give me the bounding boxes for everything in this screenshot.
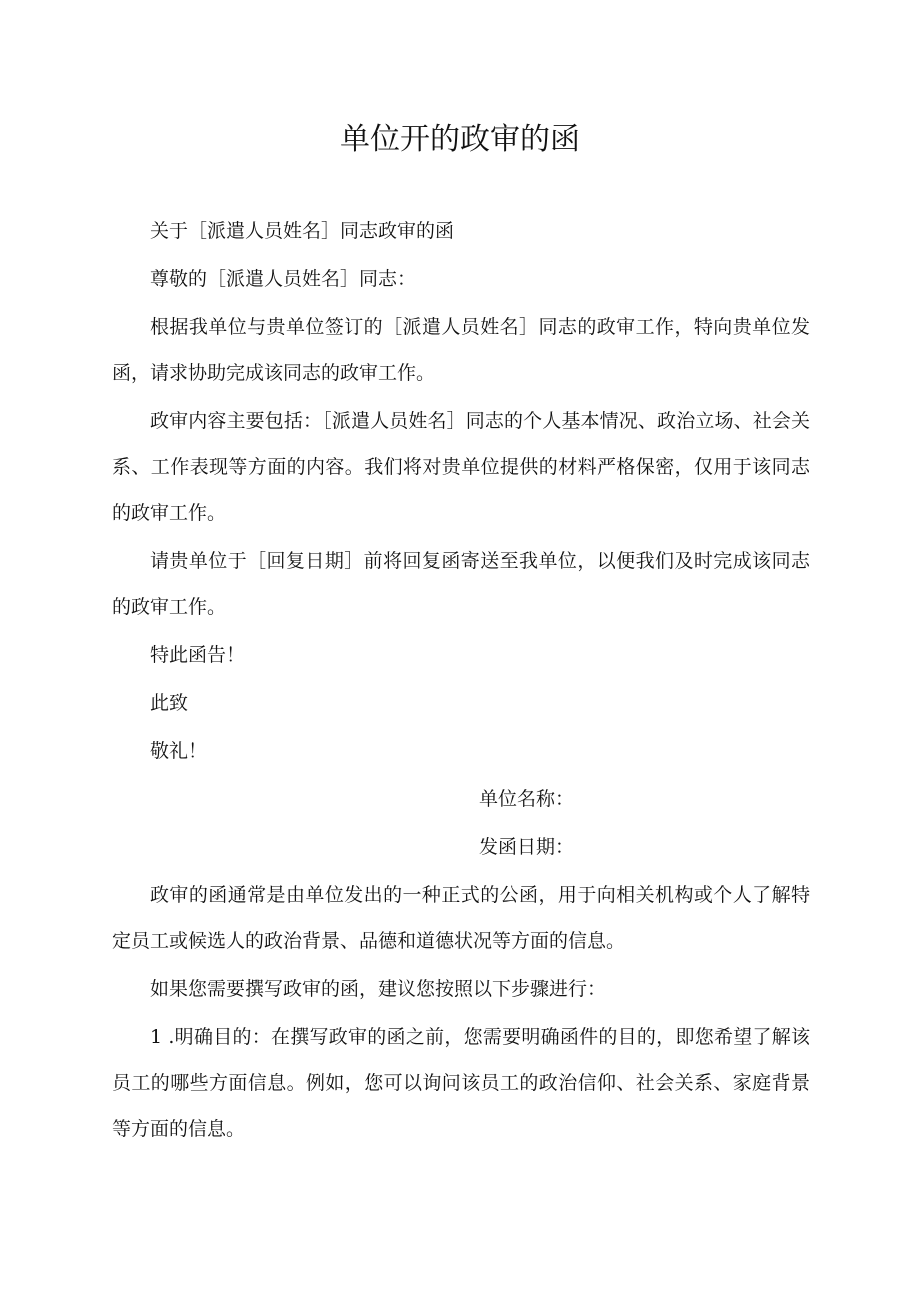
- signature-unit-name: 单位名称：: [479, 788, 575, 810]
- letter-subject: 关于［派遣人员姓名］同志政审的函: [150, 220, 455, 242]
- letter-salutation: 尊敬的［派遣人员姓名］同志：: [150, 268, 417, 290]
- letter-closing-to: 此致: [150, 692, 189, 714]
- letter-paragraph: 请贵单位于［回复日期］前将回复函寄送至我单位，以便我们及时完成该同志的政审工作。: [112, 550, 810, 618]
- letter-paragraph: 根据我单位与贵单位签订的［派遣人员姓名］同志的政审工作，特向贵单位发函，请求协助完成该同志的政审工作。: [112, 316, 810, 384]
- letter-closing-notice: 特此函告！: [150, 644, 246, 666]
- explanation-step: 1 .明确目的：在撰写政审的函之前，您需要明确函件的目的，即您希望了解该员工的哪些方面信息。例如，您可以询问该员工的政治信仰、社会关系、家庭背景等方面的信息。: [112, 1026, 810, 1140]
- document-body: [112, 208, 810, 1154]
- letter-paragraph: 政审内容主要包括：［派遣人员姓名］同志的个人基本情况、政治立场、社会关系、工作表现等方面的内容。我们将对贵单位提供的材料严格保密，仅用于该同志的政审工作。: [112, 410, 810, 524]
- explanation-paragraph: 如果您需要撰写政审的函，建议您按照以下步骤进行：: [150, 978, 607, 1000]
- letter-closing-regards: 敬礼！: [150, 740, 208, 762]
- signature-date: 发函日期：: [479, 836, 575, 858]
- document-title: 单位开的政审的函: [340, 122, 580, 157]
- explanation-paragraph: 政审的函通常是由单位发出的一种正式的公函，用于向相关机构或个人了解特定员工或候选人的政治背景、品德和道德状况等方面的信息。: [112, 884, 810, 952]
